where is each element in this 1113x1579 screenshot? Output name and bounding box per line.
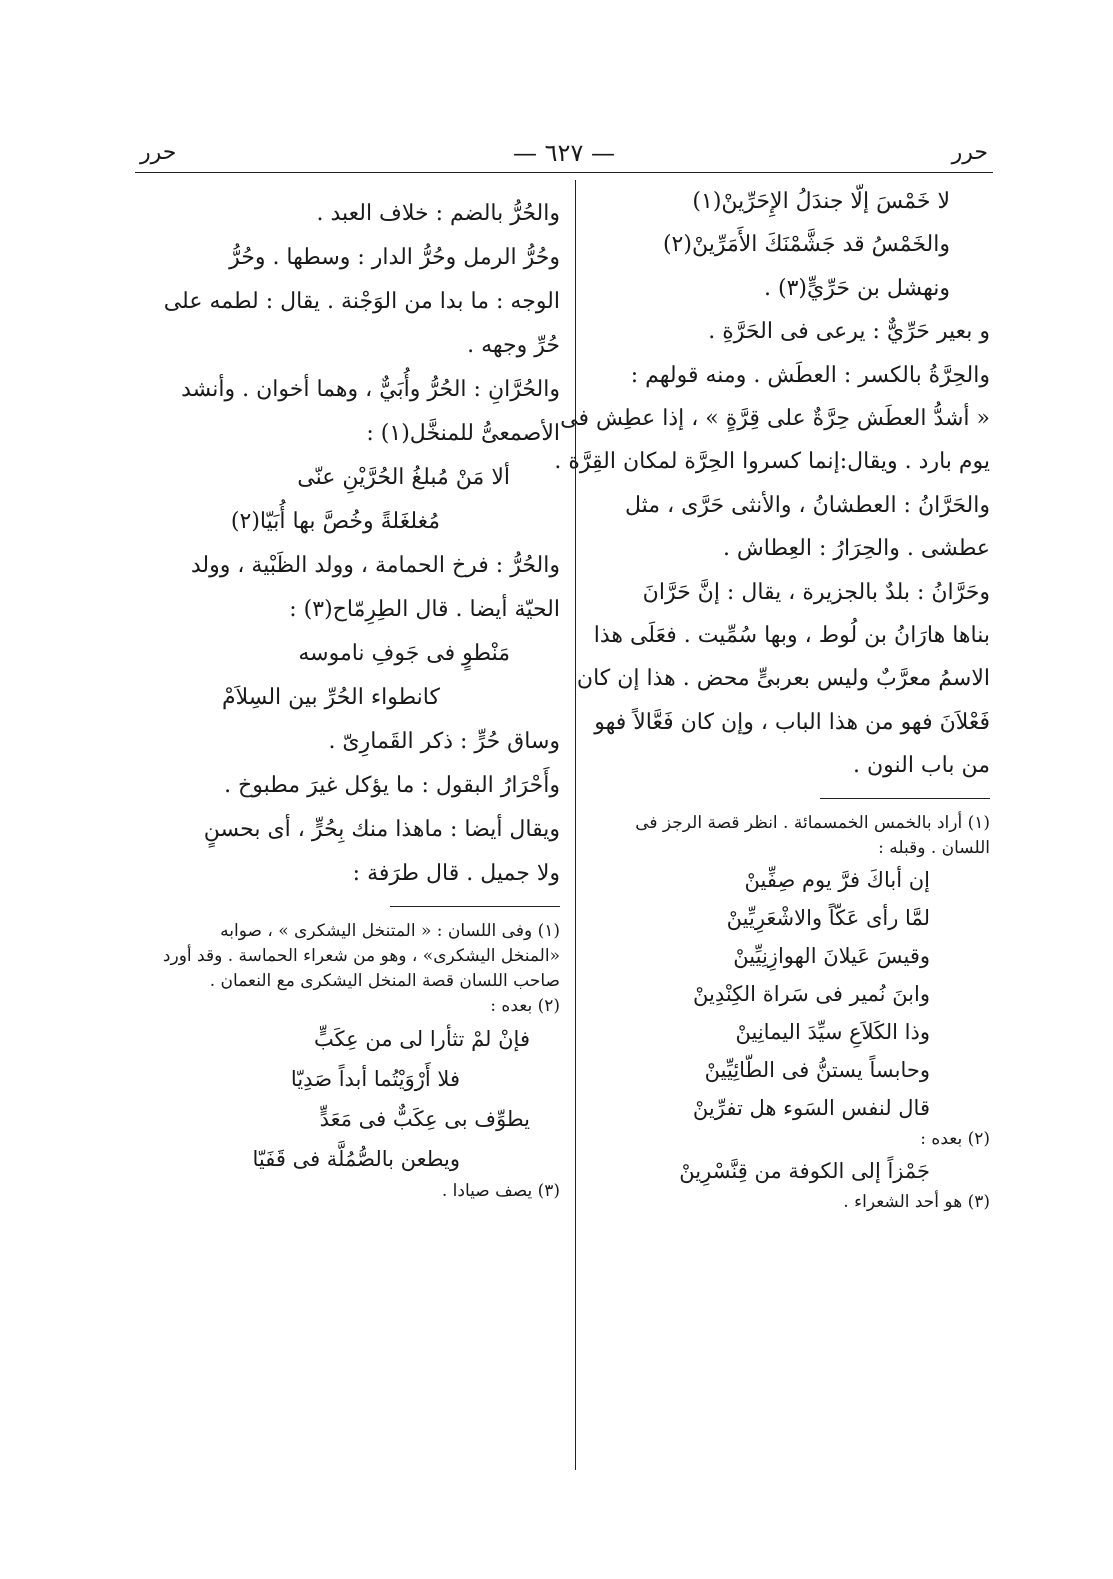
footnote-3: (٣) يصف صيادا . bbox=[441, 1181, 560, 1201]
text-line: وحُرُّ الرمل وحُرُّ الدار : وسطها . وحُرُّ bbox=[229, 245, 560, 270]
left-column bbox=[140, 192, 560, 1204]
text-line: والحُرَّانِ : الحُرُّ وأُبَيٌّ ، وهما أخوان . وأنشد bbox=[181, 377, 560, 402]
text-line: عطشى . والحِرَارُ : العِطاش . bbox=[722, 536, 990, 562]
text-line: وساق حُرٍّ : ذكر القَمارِىّ . bbox=[328, 729, 560, 754]
footnote-rule bbox=[820, 798, 990, 799]
text-line: « أشدُّ العطَش حِرَّةٌ على قِرَّةٍ » ، إذا عطِش فى bbox=[560, 406, 990, 432]
text-line: لا خَمْسَ إلّا جندَلُ الإِحَرِّينْ(١) bbox=[692, 189, 950, 214]
text-line: الوجه : ما بدا من الوَجْنة . يقال : لطمه على bbox=[163, 289, 560, 314]
running-head-right: حرر bbox=[951, 140, 988, 165]
text-line: فَعْلاَنَ فهو من هذا الباب ، وإن كان فَعَّالاً فهو bbox=[594, 709, 990, 735]
footnote-1-cont: صاحب اللسان قصة المنخل اليشكرى مع النعمان . bbox=[209, 971, 560, 991]
footnote-verse: فإنْ لمْ تثأرا لى من عِكَبٍّ bbox=[313, 1027, 530, 1051]
page-number: — ٦٢٧ — bbox=[513, 139, 615, 167]
footnote-2: (٢) بعده : bbox=[920, 1128, 990, 1149]
footnote-rule bbox=[390, 906, 560, 907]
footnote-verse: ويطعن بالصُّمُلَّة فى قَفَيّا bbox=[252, 1147, 460, 1171]
footnote-verse: إن أباكَ فرَّ يوم صِفِّينْ bbox=[744, 867, 930, 892]
text-line: الحيّة أيضا . قال الطِرِمّاح(٣) : bbox=[289, 597, 560, 622]
text-line: وحَرَّانُ : بلدٌ بالجزيرة ، يقال : إنَّ حَرَّانَ bbox=[642, 579, 990, 605]
footnote-verse: جَمْزاً إلى الكوفة من قِنَّسْرِينْ bbox=[679, 1158, 930, 1183]
footnote-verse: وقيسَ عَيلانَ الهوازِنِيِّينْ bbox=[733, 943, 930, 968]
footnote-verse: وحابساً يستنُّ فى الطّائِيِّينْ bbox=[704, 1057, 930, 1082]
footnote-verse: قال لنفس السَوء هل تفرِّينْ bbox=[692, 1095, 930, 1120]
text-line: والحَرَّانُ : العطشانُ ، والأنثى حَرَّى ، مثل bbox=[625, 492, 990, 518]
column-divider bbox=[575, 180, 576, 1470]
text-line: ونهشل بن حَرِّيٍّ(٣) . bbox=[764, 275, 950, 301]
text-line: والخَمْسُ قد جَشَّمْنَكَ الأَمَرِّينْ(٢) bbox=[662, 232, 950, 258]
footnote-1: (١) أراد بالخمس الخمسمائة . انظر قصة الرجز فى bbox=[635, 812, 990, 833]
footnote-1: (١) وفى اللسان : « المتنخل اليشكرى » ، صوابه bbox=[220, 921, 560, 941]
text-line: و بعير حَرِّيٌّ : يرعى فى الحَرَّةِ . bbox=[708, 319, 990, 345]
text-line: والحُرُّ : فرخ الحمامة ، وولد الظَبْية ، وولد bbox=[190, 553, 560, 578]
page-header bbox=[135, 138, 993, 174]
text-line: حُرِّ وجهه . bbox=[467, 333, 560, 358]
text-line: وأَحْرَارُ البقول : ما يؤكل غيرَ مطبوخ . bbox=[224, 773, 560, 798]
text-line: ولا جميل . قال طرَفة : bbox=[352, 861, 560, 886]
text-line: والحِرَّةُ بالكسر : العطَش . ومنه قولهم : bbox=[630, 362, 990, 388]
footnote-verse: فلا أَرْوَيْتُما أبداً صَدِيّا bbox=[290, 1067, 460, 1091]
verse-line: مَنْطوٍ فى جَوفِ ناموسه bbox=[298, 641, 510, 666]
text-line: الأصمعىُّ للمنخَّل(١) : bbox=[366, 421, 560, 446]
text-line: والحُرُّ بالضم : خلاف العبد . bbox=[316, 201, 560, 226]
verse-line: ألا مَنْ مُبلغُ الحُرَّيْنِ عنّى bbox=[297, 465, 510, 490]
footnote-3: (٣) هو أحد الشعراء . bbox=[843, 1191, 990, 1212]
verse-line: مُغلغَلةً وخُصَّ بها أُبَيّا(٢) bbox=[230, 509, 440, 534]
footnote-1-cont: اللسان . وقبله : bbox=[878, 837, 990, 858]
footnote-verse: يطوِّف بى عِكَبٌّ فى مَعَدٍّ bbox=[319, 1107, 530, 1131]
text-line: من باب النون . bbox=[852, 753, 990, 779]
verse-line: كانطواء الحُرِّ بين السِلاَمْ bbox=[221, 685, 440, 710]
footnote-1-cont: «المنخل اليشكرى» ، وهو من شعراء الحماسة . وقد أورد bbox=[162, 946, 560, 966]
text-line: يوم بارد . ويقال:إنما كسروا الحِرَّة لمكان القِرَّة . bbox=[554, 449, 990, 475]
header-rule bbox=[135, 172, 993, 173]
right-column bbox=[554, 180, 990, 1215]
footnote-verse: وابنَ نُمير فى سَراة الكِنْدِينْ bbox=[693, 981, 930, 1006]
running-head-left: حرر bbox=[140, 140, 177, 165]
text-line: بناها هارَانُ بن لُوط ، وبها سُمِّيت . فعَلَى هذا bbox=[593, 623, 990, 649]
footnote-verse: وذا الكَلاَعِ سيِّدَ اليمانِينْ bbox=[735, 1019, 930, 1044]
footnote-verse: لمَّا رأى عَكّاً والاشْعَرِيِّينْ bbox=[726, 905, 930, 930]
footnote-2: (٢) بعده : bbox=[490, 996, 560, 1016]
text-line: الاسمُ معرَّبٌ وليس بعربىٍّ محض . هذا إن كان bbox=[576, 666, 990, 692]
text-line: ويقال أيضا : ماهذا منك بِحُرٍّ ، أى بحسنٍ bbox=[203, 817, 560, 842]
